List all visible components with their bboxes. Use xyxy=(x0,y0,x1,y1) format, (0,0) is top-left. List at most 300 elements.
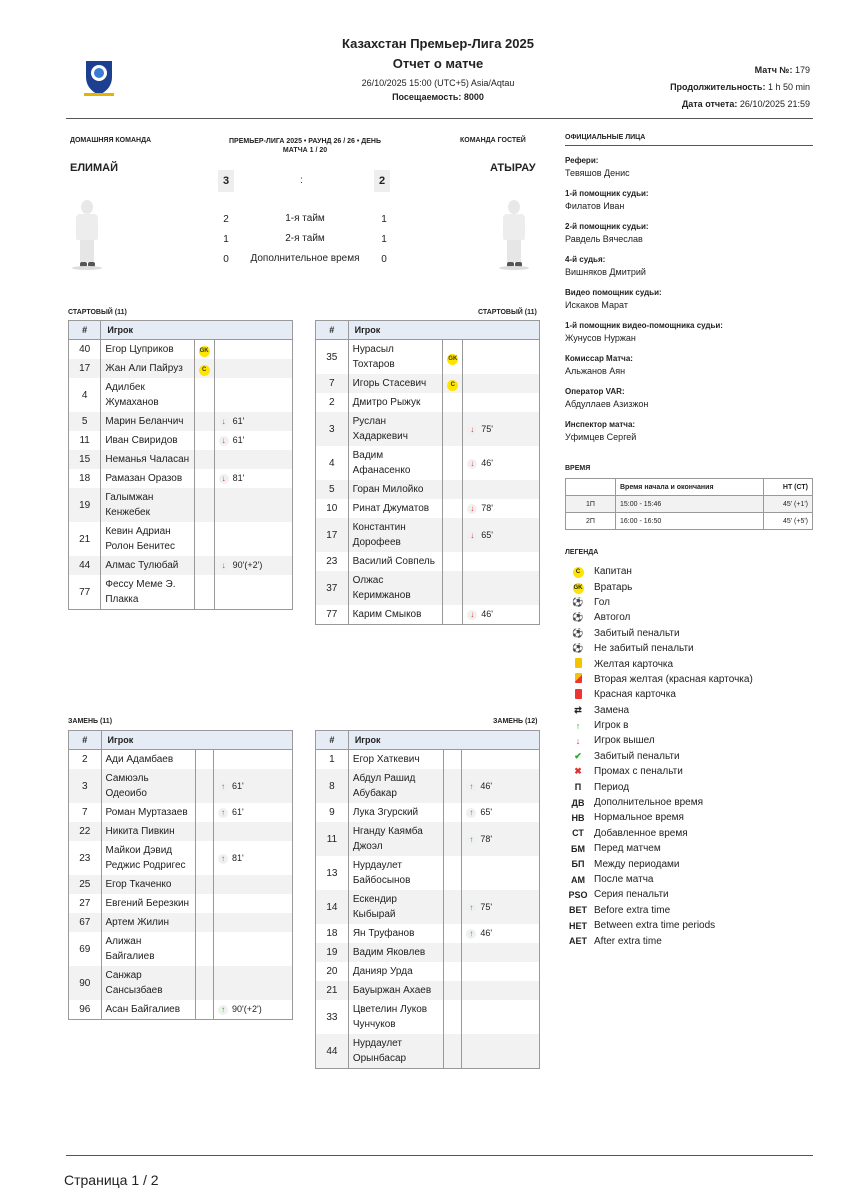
player-event-cell xyxy=(463,412,540,446)
sub-minute: 46' xyxy=(480,780,493,791)
player-event-cell xyxy=(214,875,293,894)
col-num-header: # xyxy=(316,731,349,750)
player-badge-cell xyxy=(443,552,463,571)
legend-item xyxy=(568,749,818,764)
player-name: Алижан Байгалиев xyxy=(101,932,195,966)
player-row xyxy=(316,890,540,924)
own-goal-icon: ⚽ xyxy=(572,612,584,623)
player-badge-cell xyxy=(443,943,461,962)
player-in-icon: ↑ xyxy=(575,720,581,731)
player-number: 27 xyxy=(69,894,102,913)
official-item xyxy=(565,320,813,345)
official-item xyxy=(565,188,813,213)
player-badge-cell xyxy=(194,469,214,488)
legend-item xyxy=(568,672,818,687)
official-role: Видео помощник судьи: xyxy=(565,288,662,297)
legend-item xyxy=(568,703,818,718)
player-number: 14 xyxy=(316,890,349,924)
legend-item xyxy=(568,764,818,779)
player-number: 77 xyxy=(69,575,101,610)
player-out-icon: ↓ xyxy=(467,531,477,541)
goalkeeper-badge: GK xyxy=(199,346,210,357)
away-kit-figure xyxy=(499,200,529,270)
player-badge-cell xyxy=(195,1000,213,1020)
player-event-cell xyxy=(463,340,540,375)
page-number: Страница 1 / 2 xyxy=(64,1172,159,1188)
legend-item xyxy=(568,656,818,671)
player-badge-cell xyxy=(194,340,214,360)
legend-item xyxy=(568,887,818,902)
official-item xyxy=(565,353,813,378)
player-event-cell xyxy=(462,924,540,943)
player-number: 17 xyxy=(316,518,349,552)
legend-list xyxy=(568,564,818,949)
player-out-icon: ↓ xyxy=(467,610,477,620)
player-badge-cell xyxy=(443,499,463,518)
legend-text: Промах с пенальти xyxy=(594,766,683,778)
player-name: Рамазан Оразов xyxy=(101,469,194,488)
player-badge-cell xyxy=(195,822,213,841)
legend-item xyxy=(568,687,818,702)
second-yellow-icon xyxy=(568,673,588,685)
player-row xyxy=(316,750,540,770)
player-row xyxy=(316,605,540,625)
player-name: Цветелин Луков Чунчуков xyxy=(348,1000,443,1034)
officials-heading: ОФИЦИАЛЬНЫЕ ЛИЦА xyxy=(565,134,813,146)
player-event-cell xyxy=(214,431,292,450)
after-match-abbr: АМ xyxy=(571,874,585,885)
player-number: 17 xyxy=(69,359,101,378)
player-number: 9 xyxy=(316,803,349,822)
player-row xyxy=(316,943,540,962)
player-row xyxy=(69,875,293,894)
player-name: Кевин Адриан Ролон Бенитес xyxy=(101,522,194,556)
player-in-icon: ↑ xyxy=(218,782,228,792)
player-row xyxy=(69,822,293,841)
time-row: 1П 15:00 - 15:46 45' (+1') xyxy=(566,496,813,513)
player-number: 4 xyxy=(69,378,101,412)
player-name: Иван Свиридов xyxy=(101,431,194,450)
player-number: 4 xyxy=(316,446,349,480)
player-row xyxy=(69,575,293,610)
player-badge-cell xyxy=(443,393,463,412)
official-role: Оператор VAR: xyxy=(565,387,625,396)
player-name: Горан Милойко xyxy=(348,480,443,499)
player-event-cell xyxy=(214,378,292,412)
legend-item xyxy=(568,595,818,610)
player-in-icon: ↑ xyxy=(466,808,476,818)
player-name: Ян Труфанов xyxy=(348,924,443,943)
legend-text: Вторая желтая (красная карточка) xyxy=(594,673,753,685)
penalty-shootout-abbr: PSO xyxy=(568,889,588,900)
player-in-icon: ↑ xyxy=(466,929,476,939)
player-badge-cell xyxy=(195,803,213,822)
player-name: Нурасыл Тохтаров xyxy=(348,340,443,375)
player-name: Ескендир Кыбырай xyxy=(348,890,443,924)
sub-minute: 61' xyxy=(232,416,245,426)
legend-item xyxy=(568,579,818,594)
player-badge-cell xyxy=(443,981,461,1000)
player-row xyxy=(69,469,293,488)
official-item xyxy=(565,221,813,246)
player-badge-cell xyxy=(443,1000,461,1034)
player-name: Неманья Чаласан xyxy=(101,450,194,469)
league-logo xyxy=(78,55,120,99)
time-col-ht: НТ (СТ) xyxy=(763,479,812,496)
col-num-header: # xyxy=(316,321,349,340)
official-name: Филатов Иван xyxy=(565,201,625,211)
player-badge-cell xyxy=(195,966,213,1000)
goal-icon: ⚽ xyxy=(572,596,584,607)
away-team-label: КОМАНДА ГОСТЕЙ xyxy=(460,137,526,144)
player-name: Нганду Каямба Джоэл xyxy=(348,822,443,856)
player-badge-cell xyxy=(443,962,461,981)
player-name: Руслан Хадаркевич xyxy=(348,412,443,446)
official-role: Рефери: xyxy=(565,156,599,165)
player-in-icon: ↑ xyxy=(218,854,228,864)
player-badge-cell xyxy=(443,446,463,480)
sub-minute: 90'(+2') xyxy=(232,1004,262,1014)
sub-minute: 78' xyxy=(481,503,494,513)
legend-text: Замена xyxy=(594,704,630,716)
player-row xyxy=(316,571,540,605)
player-out-icon: ↓ xyxy=(219,417,229,427)
player-row xyxy=(316,499,540,518)
player-event-cell xyxy=(462,822,540,856)
player-name: Самюэль Одеоибо xyxy=(101,769,195,803)
home-score: 3 xyxy=(218,170,234,192)
player-badge-cell xyxy=(443,374,463,393)
player-badge-cell xyxy=(443,605,463,625)
player-name: Игорь Стасевич xyxy=(348,374,443,393)
player-event-cell xyxy=(463,374,540,393)
period-row: 2 1-я тайм 1 xyxy=(223,213,387,225)
player-badge-cell xyxy=(194,556,214,575)
player-badge-cell xyxy=(443,822,461,856)
legend-item xyxy=(568,826,818,841)
player-number: 21 xyxy=(69,522,101,556)
player-number: 20 xyxy=(316,962,349,981)
player-name: Артем Жилин xyxy=(101,913,195,932)
legend-item xyxy=(568,903,818,918)
player-number: 13 xyxy=(316,856,349,890)
captain-badge: C xyxy=(447,380,458,391)
player-number: 35 xyxy=(316,340,349,375)
player-badge-cell xyxy=(443,518,463,552)
player-row xyxy=(69,750,293,770)
player-name: Майкои Дэвид Реджис Родригес xyxy=(101,841,195,875)
sub-minute: 75' xyxy=(480,901,493,912)
player-number: 3 xyxy=(316,412,349,446)
sub-minute: 81' xyxy=(232,852,244,863)
period-row: 0 Дополнительное время 0 xyxy=(223,253,387,265)
player-event-cell xyxy=(463,480,540,499)
player-row xyxy=(316,518,540,552)
player-event-cell xyxy=(462,1000,540,1034)
penalty-miss-icon: ✖ xyxy=(574,766,582,777)
period-abbr: П xyxy=(574,782,582,793)
home-starting-table xyxy=(68,320,293,610)
player-name: Константин Дорофеев xyxy=(348,518,443,552)
time-col-blank xyxy=(566,479,616,496)
official-item xyxy=(565,419,813,444)
penalty-missed-icon: ⚽ xyxy=(572,643,584,654)
legend-text: Между периодами xyxy=(594,858,680,870)
player-event-cell xyxy=(214,488,292,522)
legend-item xyxy=(568,795,818,810)
legend-text: Серия пенальти xyxy=(594,889,669,901)
attendance: Посещаемость: 8000 xyxy=(392,92,484,102)
player-badge-cell xyxy=(195,875,213,894)
player-out-icon: ↓ xyxy=(467,459,477,469)
added-time-abbr: СТ xyxy=(572,828,584,839)
player-out-icon: ↓ xyxy=(467,425,477,435)
player-number: 21 xyxy=(316,981,349,1000)
period-row: 1 2-я тайм 1 xyxy=(223,233,387,245)
player-number: 11 xyxy=(69,431,101,450)
player-event-cell xyxy=(214,966,293,1000)
player-row xyxy=(69,450,293,469)
player-badge-cell xyxy=(443,571,463,605)
player-number: 37 xyxy=(316,571,349,605)
player-number: 3 xyxy=(69,769,102,803)
time-heading: ВРЕМЯ xyxy=(565,465,591,472)
player-name: Асан Байгалиев xyxy=(101,1000,195,1020)
legend-text: Нормальное время xyxy=(594,812,684,824)
player-row xyxy=(69,841,293,875)
before-match-abbr: БМ xyxy=(571,843,585,854)
col-num-header: # xyxy=(69,321,101,340)
player-name: Олжас Керимжанов xyxy=(348,571,443,605)
player-badge-cell xyxy=(443,890,461,924)
sub-minute: 46' xyxy=(481,457,494,468)
legend-item xyxy=(568,718,818,733)
player-badge-cell xyxy=(443,412,463,446)
player-event-cell xyxy=(462,962,540,981)
sub-minute: 61' xyxy=(232,780,244,791)
captain-icon: C xyxy=(568,565,588,578)
player-event-cell xyxy=(462,943,540,962)
player-badge-cell xyxy=(194,575,214,610)
player-row xyxy=(316,552,540,571)
player-row xyxy=(316,924,540,943)
player-event-cell xyxy=(462,856,540,890)
player-row xyxy=(316,374,540,393)
player-badge-cell xyxy=(194,378,214,412)
player-event-cell xyxy=(462,750,540,770)
player-badge-cell xyxy=(443,1034,461,1069)
before-extra-time-abbr: BET xyxy=(569,905,587,916)
player-in-icon: ↑ xyxy=(466,835,476,845)
time-row: 2П 16:00 - 16:50 45' (+5') xyxy=(566,513,813,530)
player-name: Нурдаулет Орынбасар xyxy=(348,1034,443,1069)
official-role: Инспектор матча: xyxy=(565,420,636,429)
player-event-cell xyxy=(463,499,540,518)
official-role: Комиссар Матча: xyxy=(565,354,633,363)
player-in-icon: ↑ xyxy=(218,1005,228,1015)
player-number: 1 xyxy=(316,750,349,770)
player-in-icon: ↑ xyxy=(466,782,476,792)
home-subs-label: ЗАМЕНЬ (11) xyxy=(68,718,113,725)
player-name: Галымжан Кенжебек xyxy=(101,488,194,522)
player-name: Егор Хаткевич xyxy=(348,750,443,770)
player-badge-cell xyxy=(195,932,213,966)
legend-item xyxy=(568,641,818,656)
player-name: Евгений Березкин xyxy=(101,894,195,913)
player-name: Карим Смыков xyxy=(348,605,443,625)
away-team-name: АТЫРАУ xyxy=(490,162,536,174)
player-row xyxy=(316,856,540,890)
player-out-icon: ↓ xyxy=(219,436,229,446)
player-name: Ринат Джуматов xyxy=(348,499,443,518)
player-row xyxy=(69,769,293,803)
player-badge-cell xyxy=(443,803,461,822)
sub-minute: 46' xyxy=(481,609,494,619)
player-row xyxy=(316,822,540,856)
player-event-cell xyxy=(463,605,540,625)
player-number: 22 xyxy=(69,822,102,841)
header-divider xyxy=(66,118,813,119)
player-badge-cell xyxy=(194,359,214,378)
player-number: 18 xyxy=(69,469,101,488)
player-name: Роман Муртазаев xyxy=(101,803,195,822)
legend-text: Красная карточка xyxy=(594,689,676,701)
legend-text: Перед матчем xyxy=(594,843,661,855)
player-name: Ади Адамбаев xyxy=(101,750,195,770)
home-starting-label: СТАРТОВЫЙ (11) xyxy=(68,309,127,316)
player-name: Санжар Сансызбаев xyxy=(101,966,195,1000)
player-event-cell xyxy=(462,981,540,1000)
player-row xyxy=(69,378,293,412)
player-badge-cell xyxy=(194,450,214,469)
player-number: 8 xyxy=(316,769,349,803)
goalkeeper-icon: GK xyxy=(568,581,588,594)
player-event-cell xyxy=(214,522,292,556)
col-player-header: Игрок xyxy=(101,731,292,750)
player-row xyxy=(316,446,540,480)
player-name: Данияр Урда xyxy=(348,962,443,981)
sub-minute: 78' xyxy=(480,833,493,844)
player-event-cell xyxy=(214,803,293,822)
player-name: Жан Али Пайруз xyxy=(101,359,194,378)
player-row xyxy=(69,340,293,360)
player-event-cell xyxy=(214,575,292,610)
round-info: ПРЕМЬЕР-ЛИГА 2025 • РАУНД 26 / 26 • ДЕНЬ МАТЧА 1 / 20 xyxy=(229,138,381,154)
home-team-label: ДОМАШНЯЯ КОМАНДА xyxy=(70,137,152,144)
player-row xyxy=(316,393,540,412)
legend-text: Before extra time xyxy=(594,904,671,916)
official-role: 1-й помощник судьи: xyxy=(565,189,649,198)
player-event-cell xyxy=(214,469,292,488)
player-row xyxy=(316,412,540,446)
official-role: 1-й помощник видео-помощника судьи: xyxy=(565,321,723,330)
player-badge-cell xyxy=(195,913,213,932)
player-badge-cell xyxy=(194,431,214,450)
player-name: Никита Пивкин xyxy=(101,822,195,841)
league-title: Казахстан Премьер-Лига 2025 xyxy=(342,36,534,51)
official-name: Альжанов Аян xyxy=(565,366,626,376)
player-row xyxy=(316,962,540,981)
player-event-cell xyxy=(214,769,293,803)
player-event-cell xyxy=(214,556,292,575)
player-badge-cell xyxy=(195,769,213,803)
officials-list xyxy=(565,155,813,452)
legend-item xyxy=(568,856,818,871)
player-row xyxy=(316,769,540,803)
player-event-cell xyxy=(214,412,292,431)
player-event-cell xyxy=(214,750,293,770)
player-row xyxy=(69,522,293,556)
legend-text: Between extra time periods xyxy=(594,920,716,932)
legend-item xyxy=(568,564,818,579)
legend-item xyxy=(568,733,818,748)
legend-text: Период xyxy=(594,781,630,793)
home-kit-figure xyxy=(72,200,102,270)
player-number: 5 xyxy=(316,480,349,499)
player-row xyxy=(69,913,293,932)
home-subs-table xyxy=(68,730,293,1020)
player-badge-cell xyxy=(194,522,214,556)
player-event-cell xyxy=(214,450,292,469)
report-title: Отчет о матче xyxy=(392,56,484,71)
player-event-cell xyxy=(214,340,292,360)
time-table xyxy=(565,478,813,530)
player-badge-cell xyxy=(443,340,463,375)
player-in-icon: ↑ xyxy=(466,903,476,913)
player-name: Нурдаулет Байбосынов xyxy=(348,856,443,890)
player-badge-cell xyxy=(194,412,214,431)
player-name: Марин Беланчич xyxy=(101,412,194,431)
legend-text: Забитый пенальти xyxy=(594,750,680,762)
away-subs-label: ЗАМЕНЬ (12) xyxy=(493,718,538,725)
legend-item xyxy=(568,933,818,948)
player-event-cell xyxy=(214,932,293,966)
sub-minute: 75' xyxy=(481,423,494,434)
player-number: 23 xyxy=(69,841,102,875)
player-name: Егор Ткаченко xyxy=(101,875,195,894)
player-row xyxy=(69,1000,293,1020)
player-number: 7 xyxy=(316,374,349,393)
player-badge-cell xyxy=(194,488,214,522)
player-row xyxy=(316,480,540,499)
player-badge-cell xyxy=(195,894,213,913)
legend-text: Гол xyxy=(594,596,610,608)
player-number: 33 xyxy=(316,1000,349,1034)
legend-item xyxy=(568,610,818,625)
player-number: 19 xyxy=(69,488,101,522)
player-number: 2 xyxy=(69,750,102,770)
player-name: Фессу Меме Э. Плакка xyxy=(101,575,194,610)
official-name: Вишняков Дмитрий xyxy=(565,267,646,277)
legend-item xyxy=(568,810,818,825)
legend-item xyxy=(568,841,818,856)
player-badge-cell xyxy=(195,841,213,875)
player-name: Абдул Рашид Абубакар xyxy=(348,769,443,803)
penalty-scored-icon: ⚽ xyxy=(572,627,584,638)
col-num-header: # xyxy=(69,731,102,750)
player-row xyxy=(316,1034,540,1069)
player-number: 40 xyxy=(69,340,101,360)
yellow-card-icon xyxy=(568,658,588,670)
official-role: 2-й помощник судьи: xyxy=(565,222,649,231)
col-player-header: Игрок xyxy=(101,321,293,340)
match-datetime: 26/10/2025 15:00 (UTC+5) Asia/Aqtau xyxy=(361,78,515,88)
player-row xyxy=(69,932,293,966)
sub-minute: 65' xyxy=(481,529,494,540)
legend-text: Забитый пенальти xyxy=(594,627,680,639)
extra-time-abbr: ДВ xyxy=(571,797,585,808)
player-event-cell xyxy=(214,1000,293,1020)
